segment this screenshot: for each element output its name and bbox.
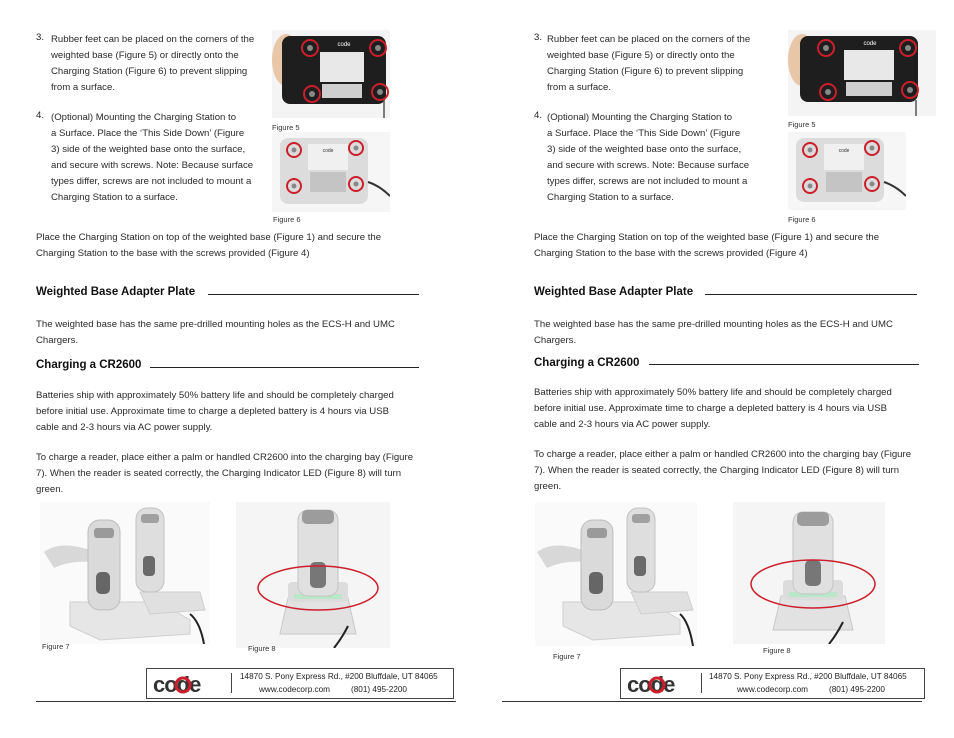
- figure6-label: Figure 6: [273, 215, 301, 224]
- footer-box: [620, 668, 925, 699]
- product-logo-fig6: code: [322, 148, 334, 154]
- section-heading-weighted-base: Weighted Base Adapter Plate: [534, 286, 694, 298]
- footer-website[interactable]: www.codecorp.com: [259, 685, 330, 694]
- charging-paragraph-1: Batteries ship with approximately 50% battery life and should be completely charged before initial use. Approximate time to charge a depleted battery is 4 hours via USB cable and 2-3 hours via AC power supply.: [534, 387, 892, 430]
- figure7-label: Figure 7: [553, 652, 581, 661]
- footer-divider: [701, 673, 702, 693]
- figure8-photo: [236, 502, 390, 648]
- charging-paragraph-2: To charge a reader, place either a palm or handled CR2600 into the charging bay (Figure 7). When the reader is seated correctly, the Charging Indicator LED (Figure 8) will turn green.: [534, 449, 912, 492]
- figure8-label: Figure 8: [763, 646, 791, 655]
- place-paragraph: Place the Charging Station on top of the weighted base (Figure 1) and secure the Charging Station to the base with the screws provided (Figure 4): [36, 232, 382, 259]
- figure7-label: Figure 7: [42, 642, 70, 651]
- bottom-rule: [502, 701, 922, 702]
- figure5-photo: [788, 30, 936, 116]
- heading-rule: [208, 294, 419, 295]
- footer-address: 14870 S. Pony Express Rd., #200 Bluffdale, UT 84065: [240, 672, 438, 681]
- charging-paragraph-1: Batteries ship with approximately 50% battery life and should be completely charged before initial use. Approximate time to charge a depleted battery is 4 hours via USB cable and 2-3 hours via AC power supply.: [36, 390, 394, 433]
- step3-number: 3.: [36, 32, 45, 43]
- step4-text: (Optional) Mounting the Charging Station to a Surface. Place the ‘This Side Down’ (Figure 3) side of the weighted base onto the surface, and secure with screws. Note: Because surface types differ, screws are not included to mount a Charging Station to a surface.: [51, 112, 254, 203]
- heading-rule: [649, 364, 919, 365]
- figure5-photo: [272, 30, 390, 118]
- code-logo-text: code: [627, 673, 675, 695]
- section-heading-charging: Charging a CR2600: [534, 357, 640, 369]
- place-paragraph: Place the Charging Station on top of the weighted base (Figure 1) and secure the Charging Station to the base with the screws provided (Figure 4): [534, 232, 880, 259]
- footer-phone: (801) 495-2200: [351, 685, 407, 694]
- section-heading-weighted-base: Weighted Base Adapter Plate: [36, 286, 196, 298]
- figure7-photo: [40, 502, 210, 644]
- weighted-base-paragraph: The weighted base has the same pre-drilled mounting holes as the ECS-H and UMC Chargers.: [534, 319, 893, 346]
- step4-number: 4.: [36, 110, 45, 121]
- product-logo-fig5: code: [337, 42, 351, 48]
- footer-phone: (801) 495-2200: [829, 685, 885, 694]
- footer-box: [146, 668, 454, 699]
- step4-text: (Optional) Mounting the Charging Station to a Surface. Place the ‘This Side Down’ (Figure 3) side of the weighted base onto the surface, and secure with screws. Note: Because surface types differ, screws are not included to mount a Charging Station to a surface.: [547, 112, 750, 203]
- figure6-photo: [788, 132, 906, 210]
- right-page: [497, 0, 954, 738]
- footer-divider: [231, 673, 232, 693]
- step3-number: 3.: [534, 32, 543, 43]
- bottom-rule: [36, 701, 456, 702]
- figure6-photo: [272, 132, 390, 212]
- weighted-base-paragraph: The weighted base has the same pre-drilled mounting holes as the ECS-H and UMC Chargers.: [36, 319, 395, 346]
- figure5-label: Figure 5: [272, 123, 300, 132]
- product-logo-fig5: code: [863, 41, 877, 47]
- heading-rule: [705, 294, 917, 295]
- figure7-photo: [535, 502, 697, 646]
- step4-number: 4.: [534, 110, 543, 121]
- code-logo-text: code: [153, 673, 201, 695]
- figure8-label: Figure 8: [248, 644, 276, 653]
- code-logo: [151, 673, 227, 700]
- step3-text: Rubber feet can be placed on the corners of the weighted base (Figure 5) or directly onto the Charging Station (Figure 6) to prevent slipping from a surface.: [547, 34, 751, 93]
- step3-text: Rubber feet can be placed on the corners of the weighted base (Figure 5) or directly onto the Charging Station (Figure 6) to prevent slipping from a surface.: [51, 34, 255, 93]
- footer-address: 14870 S. Pony Express Rd., #200 Bluffdale, UT 84065: [709, 672, 907, 681]
- figure5-label: Figure 5: [788, 120, 816, 129]
- heading-rule: [150, 367, 419, 368]
- figure6-label: Figure 6: [788, 215, 816, 224]
- charging-paragraph-2: To charge a reader, place either a palm or handled CR2600 into the charging bay (Figure 7). When the reader is seated correctly, the Charging Indicator LED (Figure 8) will turn green.: [36, 452, 414, 495]
- code-logo: [625, 673, 701, 700]
- figure8-photo: [733, 502, 885, 644]
- footer-website[interactable]: www.codecorp.com: [737, 685, 808, 694]
- section-heading-charging: Charging a CR2600: [36, 359, 142, 371]
- product-logo-fig6: code: [838, 148, 850, 154]
